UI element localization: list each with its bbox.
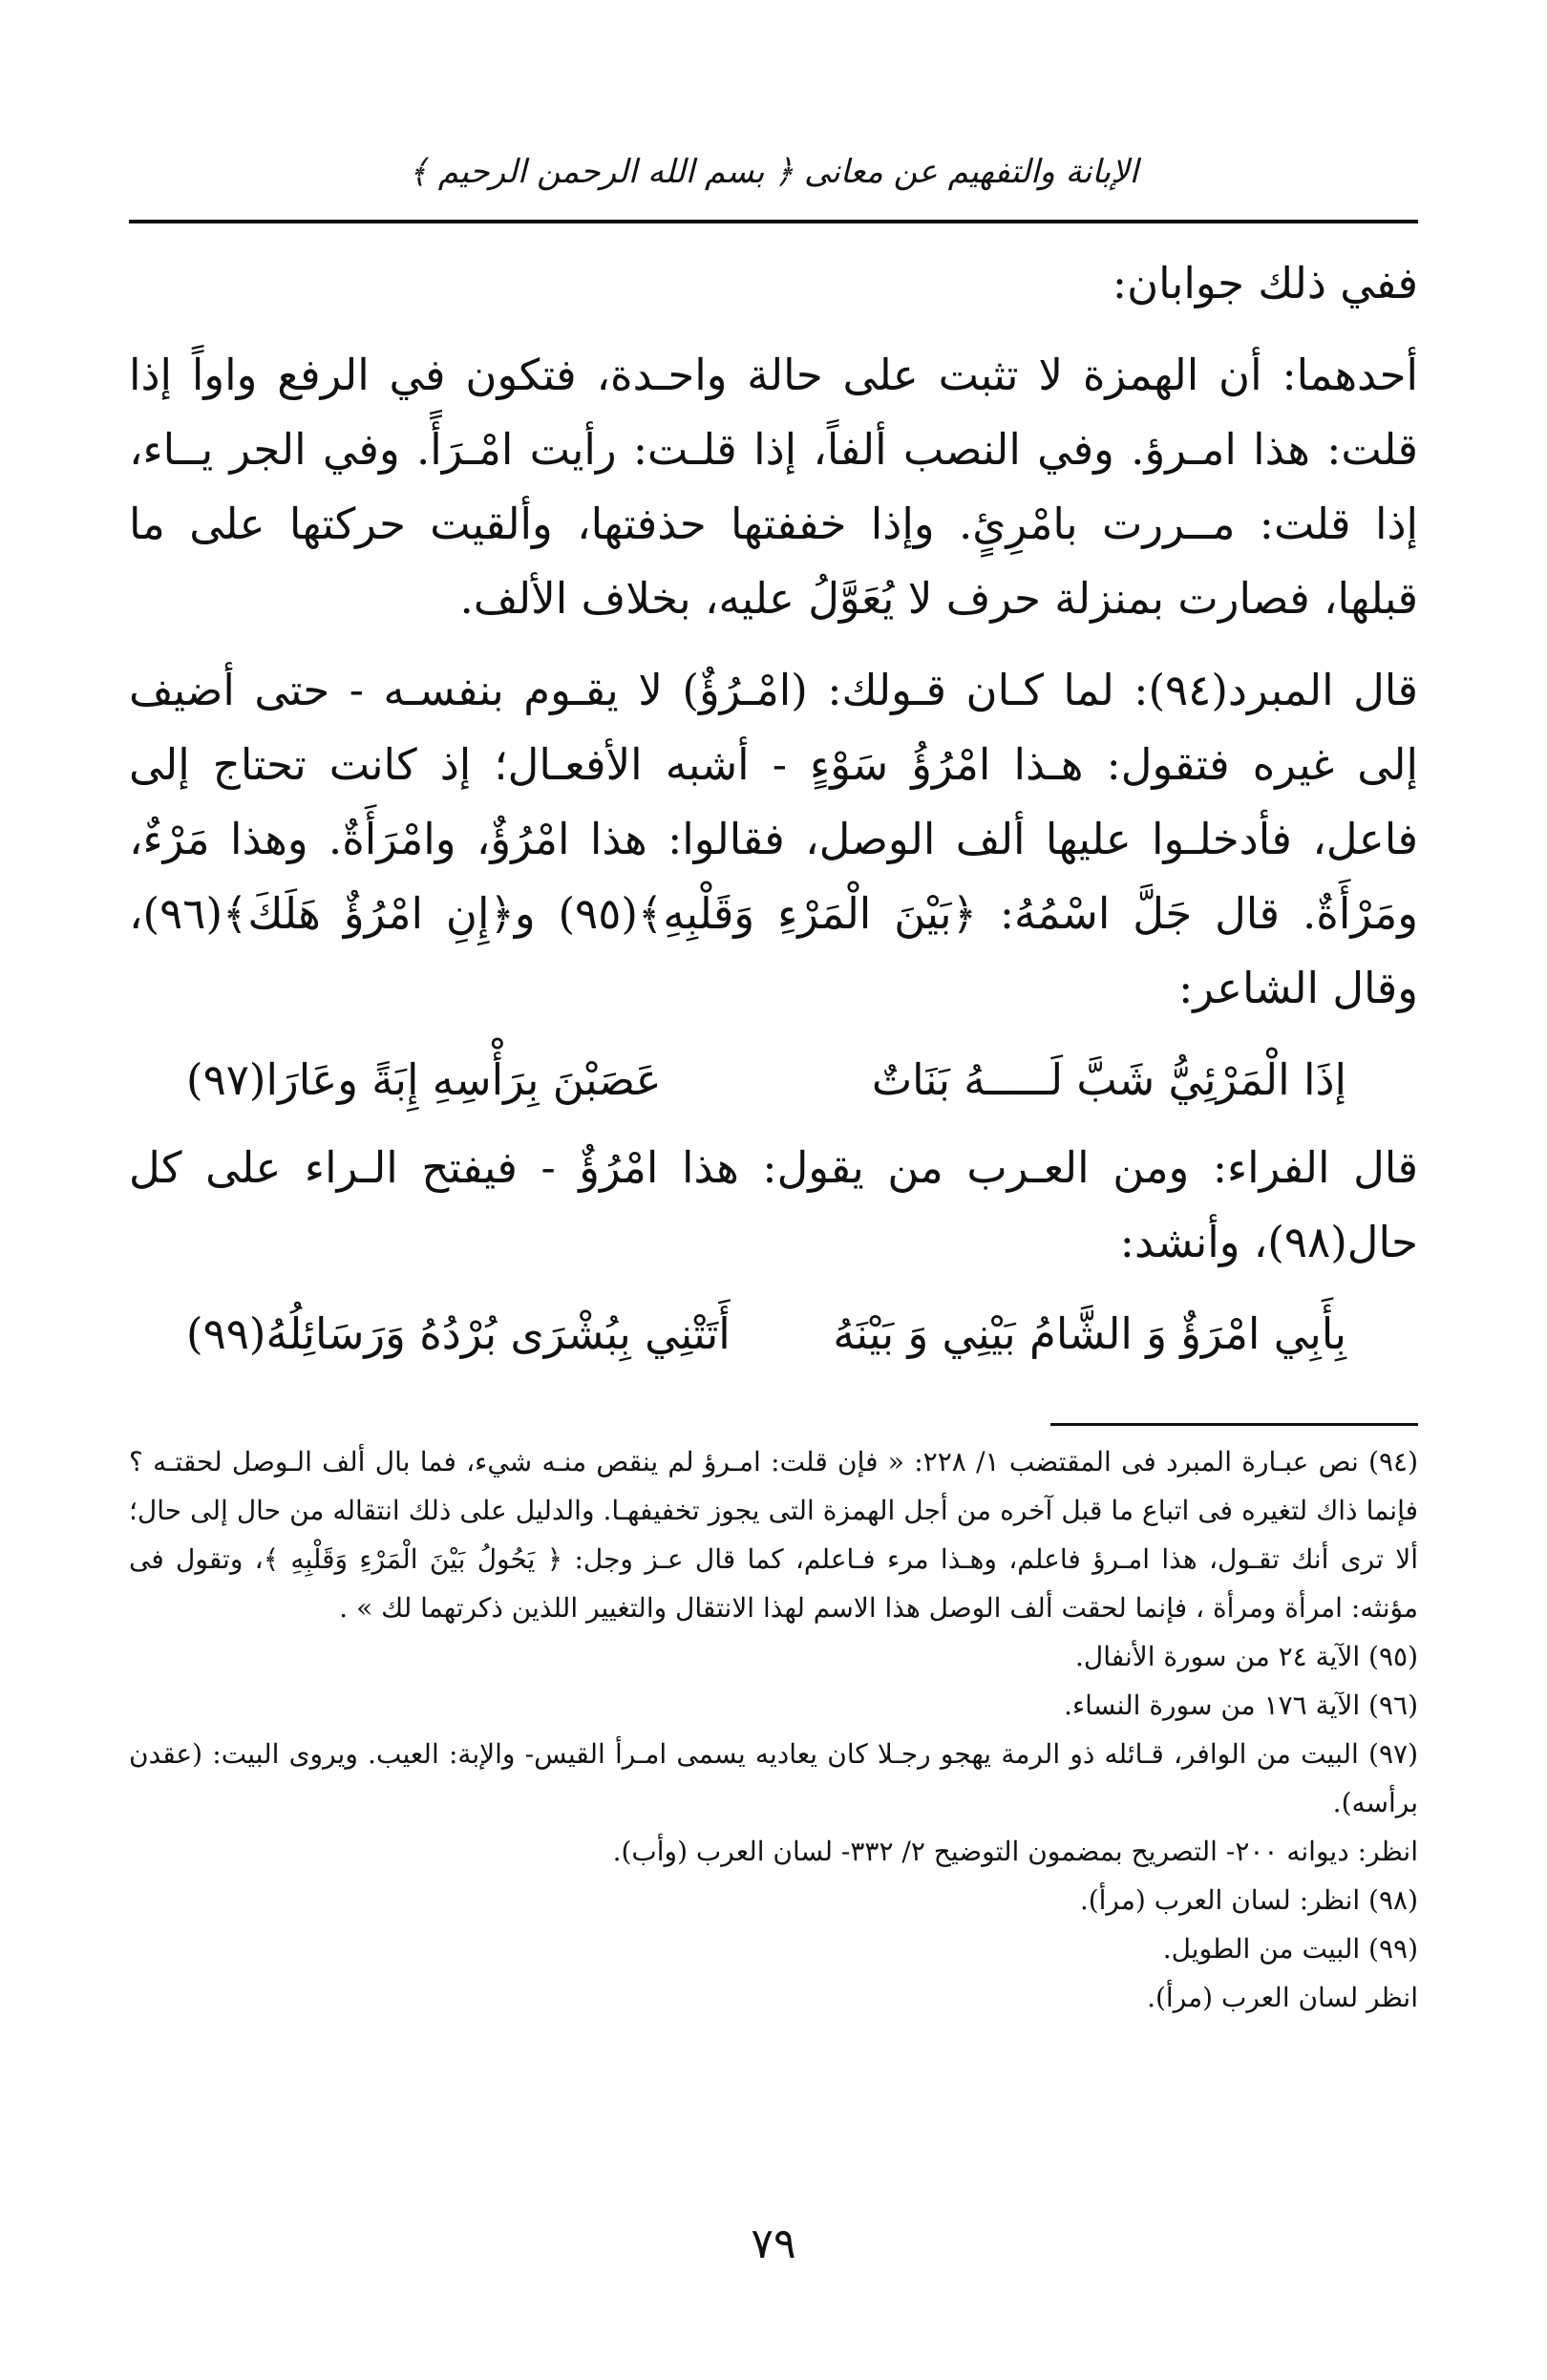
paragraph-first-answer: أحدهما: أن الهمزة لا تثبت على حالة واحـدة، فتكون في الرفع واواً إذا قلت: هذا امـرؤ. وفي النصب ألفاً، إذا قلـت: رأيت امْـرَأً. وفي الجر يــاء، إذا قلت: مــررت بامْرِئٍ. وإذا خففتها حذفتها، وألقيت حركتها على ما قبلها، فصارت بمنزلة حرف لا يُعَوَّلُ عليه، بخلاف الألف. — [129, 350, 1418, 624]
verse-line-1 — [129, 1043, 1418, 1117]
header-divider — [129, 220, 1418, 223]
main-text — [129, 246, 1418, 1385]
footnote-99: (٩٩) البيت من الطويل. — [1162, 1933, 1418, 1965]
footnote-99-reference: انظر لسان العرب (مرأ). — [1147, 1982, 1418, 2013]
paragraph-mubarrad: قال المبرد(٩٤): لما كـان قـولك: (امْـرُؤٌ) لا يقـوم بنفسـه - حتى أضيف إلى غيره فتقول: هـذا امْرُؤُ سَوْءٍ - أشبه الأفعـال؛ إذ كانت تحتاج إلى فاعل، فأدخلـوا عليها ألف الوصل، فقالوا: هذا امْرُؤٌ، وامْرَأَةٌ. وهذا مَرْءٌ، ومَرْأَةٌ. قال جَلَّ اسْمُهُ: ﴿بَيْنَ الْمَرْءِ وَقَلْبِهِ﴾(٩٥) و﴿إِنِ امْرُؤٌ هَلَكَ﴾(٩٦)، وقال الشاعر: — [129, 665, 1418, 1013]
footnote-97: (٩٧) البيت من الوافر، قـائله ذو الرمة يهجو رجـلا كان يعاديه يسمى امـرأ القيس- والإبة: العيب. ويروى البيت: (عقدن برأسه). — [129, 1738, 1418, 1818]
verse-1-second-hemistich: عَصَبْنَ بِرَأْسِهِ إِبَةً وعَارَا(٩٧) — [186, 1054, 662, 1105]
page-number: ٧٩ — [751, 2220, 796, 2268]
verse-2-first-hemistich: بِأَبِي امْرَؤٌ وَ الشَّامُ بَيْنِي وَ بَيْنَهُ — [833, 1308, 1346, 1359]
verse-1-first-hemistich: إذَا الْمَرْئِيُّ شَبَّ لَـــــهُ بَنَاتٌ — [871, 1054, 1346, 1105]
paragraph-intro: ففي ذلك جوابان: — [1112, 258, 1418, 308]
footnote-divider — [1050, 1423, 1418, 1426]
footnote-95: (٩٥) الآية ٢٤ من سورة الأنفال. — [1075, 1641, 1418, 1672]
verse-line-2 — [129, 1297, 1418, 1371]
footnote-94: (٩٤) نص عبـارة المبرد فى المقتضب ١/ ٢٢٨: « فإن قلت: امـرؤ لم ينقص منـه شيء، فما بال ألف الـوصل لحقتـه ؟ فإنما ذاك لتغيره فى اتباع ما قبل آخره من أجل الهمزة التى يجوز تخفيفهـا. والدليل على ذلك انتقاله من حال إلى حال؛ ألا ترى أنك تقـول، هذا امـرؤ فاعلم، وهـذا مرء فـاعلم، كما قال عـز وجل: ﴿ يَحُولُ بَيْنَ الْمَرْءِ وَقَلْبِهِ ﴾، وتقول فى مؤنثه: امرأة ومرأة ، فإنما لحقت ألف الوصل هذا الاسم لهذا الانتقال والتغيير اللذين ذكرتهما لك » . — [129, 1446, 1418, 1624]
footnote-97-reference: انظر: ديوانه ٢٠٠- التصريح بمضمون التوضيح ٢/ ٣٣٢- لسان العرب (وأب). — [612, 1836, 1418, 1867]
paragraph-farra: قال الفراء: ومن العـرب من يقول: هذا امْرُؤٌ - فيفتح الـراء على كل حال(٩٨)، وأنشد: — [129, 1142, 1418, 1267]
footnotes — [129, 1437, 1418, 2022]
footnote-98: (٩٨) انظر: لسان العرب (مرأ). — [1079, 1884, 1418, 1916]
footnote-96: (٩٦) الآية ١٧٦ من سورة النساء. — [1064, 1689, 1418, 1721]
verse-2-second-hemistich: أَتَتْنِي بِبُشْرَى بُرْدُهُ وَرَسَائِلُهُ(٩٩) — [186, 1308, 731, 1359]
running-header: الإبانة والتفهيم عن معانى ﴿ بسم الله الرحمن الرحيم ﴾ — [409, 153, 1138, 191]
